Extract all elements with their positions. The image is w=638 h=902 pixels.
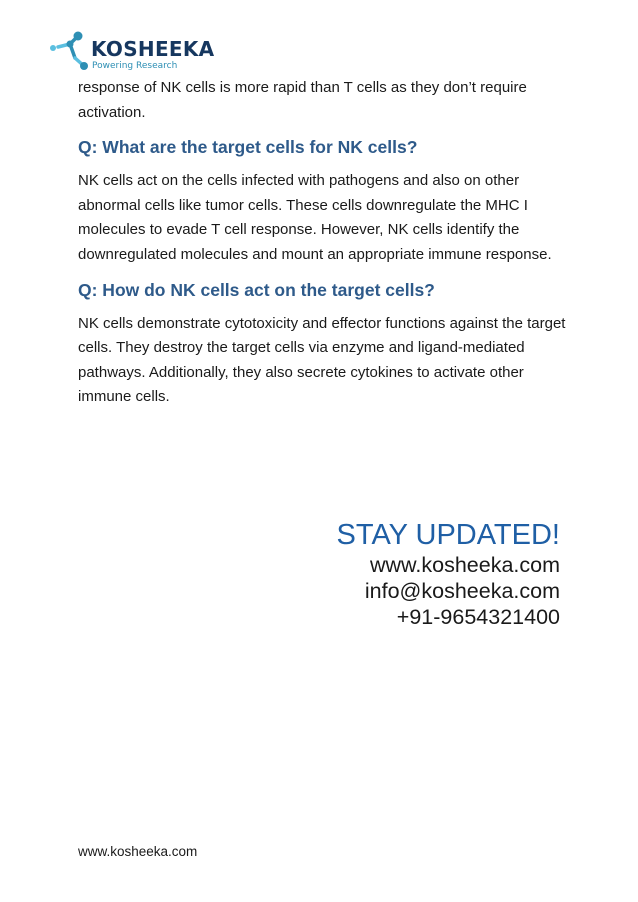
brand-name: KOSHEEKA [91,37,215,61]
contact-phone[interactable]: +91-9654321400 [396,605,560,629]
contact-website-link[interactable]: www.kosheeka.com [370,553,560,577]
kosheeka-logo-icon [48,28,92,72]
question-heading-2: Q: How do NK cells act on the target cells? [78,279,435,300]
answer-paragraph-2: NK cells demonstrate cytotoxicity and effector functions against the target cells. They destroy the target cells via enzyme and ligand-mediated pathways. Additionally, they also secrete cytokines to activate other immune cells. [78,314,566,406]
contact-block [337,518,560,630]
question-heading-1: Q: What are the target cells for NK cells? [78,137,418,158]
contact-email-link[interactable]: info@kosheeka.com [364,579,560,603]
stay-updated-heading: STAY UPDATED! [336,519,560,551]
answer-paragraph-1: NK cells act on the cells infected with pathogens and also on other abnormal cells like tumor cells. These cells downregulate the MHC I molecules to evade T cell response. However, NK cells identify the downregulated molecules and mount an appropriate immune response. [78,172,552,263]
footer-url[interactable]: www.kosheeka.com [78,844,198,859]
intro-paragraph: response of NK cells is more rapid than T cells as they don’t require activation. [78,79,527,121]
brand-header [48,28,248,76]
brand-tagline: Powering Research [92,61,178,71]
article-body [78,76,568,410]
